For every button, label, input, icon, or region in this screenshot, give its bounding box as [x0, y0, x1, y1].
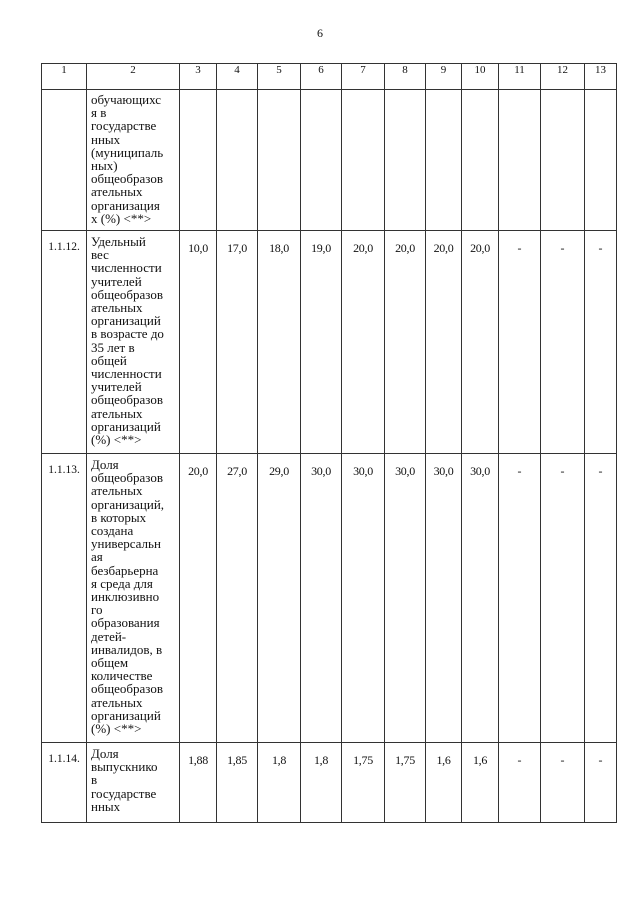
row-indicator-name: обучающихс я в государстве нных (муниципаль ных) общеобразов ательных организация х (%) <**> — [87, 90, 180, 231]
value-cell: 1,6 — [426, 743, 462, 823]
value-cell: 1,8 — [301, 743, 342, 823]
value-cell: 30,0 — [342, 454, 385, 743]
indicators-table — [41, 63, 617, 823]
value-cell: - — [541, 231, 585, 454]
value-cell: 30,0 — [426, 454, 462, 743]
value-cell — [585, 90, 617, 231]
page-number: 6 — [317, 26, 323, 40]
value-cell — [342, 90, 385, 231]
header-cell: 11 — [499, 64, 541, 90]
table-row — [42, 743, 617, 823]
value-cell: 20,0 — [342, 231, 385, 454]
value-cell: 27,0 — [217, 454, 258, 743]
value-cell — [462, 90, 499, 231]
value-cell: 18,0 — [258, 231, 301, 454]
header-cell: 6 — [301, 64, 342, 90]
table-row — [42, 231, 617, 454]
value-cell — [499, 90, 541, 231]
header-cell: 12 — [541, 64, 585, 90]
value-cell: 29,0 — [258, 454, 301, 743]
value-cell: 20,0 — [462, 231, 499, 454]
value-cell — [426, 90, 462, 231]
value-cell: 1,75 — [385, 743, 426, 823]
header-cell: 8 — [385, 64, 426, 90]
value-cell: - — [585, 231, 617, 454]
value-cell — [180, 90, 217, 231]
value-cell: 30,0 — [301, 454, 342, 743]
value-cell: 1,75 — [342, 743, 385, 823]
value-cell: 10,0 — [180, 231, 217, 454]
value-cell — [541, 90, 585, 231]
value-cell: 1,88 — [180, 743, 217, 823]
value-cell: 30,0 — [385, 454, 426, 743]
value-cell — [301, 90, 342, 231]
header-cell: 4 — [217, 64, 258, 90]
row-indicator-name: Удельный вес численности учителей общеобразов ательных организаций в возрасте до 35 лет в общей численности учителей общеобразов ательных организаций (%) <**> — [87, 231, 180, 454]
value-cell — [258, 90, 301, 231]
row-indicator-name: Доля общеобразов ательных организаций, в которых создана универсальн ая безбарьерна я среда для инклюзивно го образования детей- инвалидов, в общем количестве общеобразов ательных организаций (%) <**> — [87, 454, 180, 743]
row-code: 1.1.14. — [42, 743, 87, 823]
header-cell: 7 — [342, 64, 385, 90]
value-cell: 20,0 — [180, 454, 217, 743]
value-cell: - — [499, 743, 541, 823]
header-cell: 3 — [180, 64, 217, 90]
value-cell: - — [541, 743, 585, 823]
table-header-row — [42, 64, 617, 90]
header-cell: 1 — [42, 64, 87, 90]
value-cell: - — [499, 454, 541, 743]
value-cell: 19,0 — [301, 231, 342, 454]
value-cell: 1,85 — [217, 743, 258, 823]
value-cell: 17,0 — [217, 231, 258, 454]
value-cell: 20,0 — [426, 231, 462, 454]
value-cell: 1,8 — [258, 743, 301, 823]
row-code: 1.1.13. — [42, 454, 87, 743]
header-cell: 13 — [585, 64, 617, 90]
row-code: 1.1.12. — [42, 231, 87, 454]
table-row — [42, 454, 617, 743]
header-cell: 10 — [462, 64, 499, 90]
header-cell: 2 — [87, 64, 180, 90]
value-cell — [385, 90, 426, 231]
row-indicator-name: Доля выпускнико в государстве нных — [87, 743, 180, 823]
value-cell: - — [585, 743, 617, 823]
value-cell: 20,0 — [385, 231, 426, 454]
table-row — [42, 90, 617, 231]
value-cell: - — [499, 231, 541, 454]
value-cell: 30,0 — [462, 454, 499, 743]
value-cell: - — [541, 454, 585, 743]
value-cell — [217, 90, 258, 231]
value-cell: - — [585, 454, 617, 743]
value-cell: 1,6 — [462, 743, 499, 823]
header-cell: 5 — [258, 64, 301, 90]
header-cell: 9 — [426, 64, 462, 90]
row-code — [42, 90, 87, 231]
